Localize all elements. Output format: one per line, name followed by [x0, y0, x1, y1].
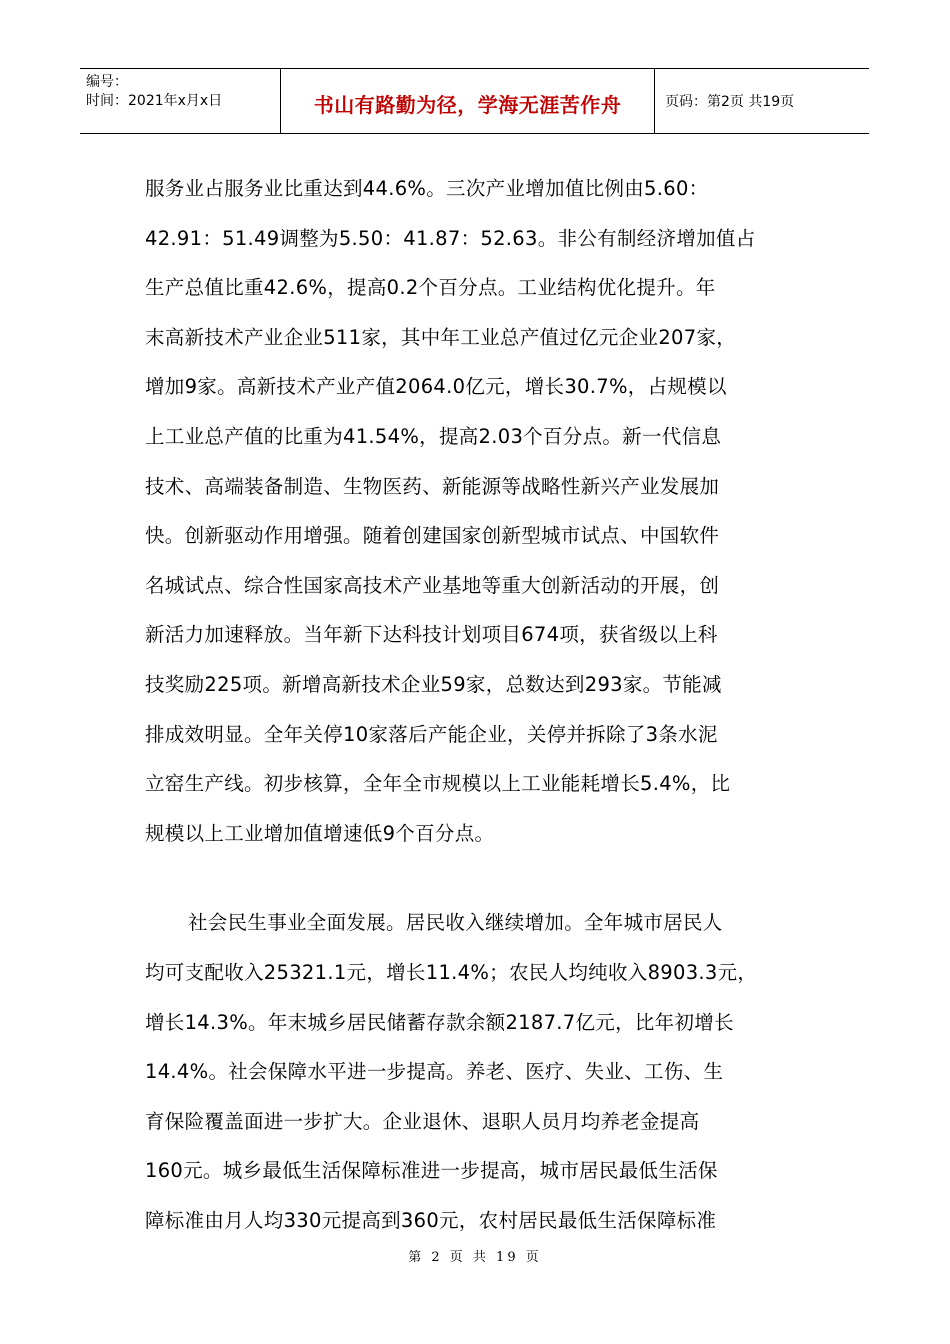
- document-header: [80, 68, 869, 134]
- header-meta: [80, 69, 281, 133]
- text-line: 末高新技术产业企业511家，其中年工业总产值过亿元企业207家，: [145, 325, 737, 349]
- text-line: 障标准由月人均330元提高到360元，农村居民最低生活保障标准: [145, 1208, 717, 1232]
- header-motto-cell: [281, 69, 655, 133]
- document-body: [145, 164, 810, 1245]
- text-line: 规模以上工业增加值增速低9个百分点。: [145, 821, 495, 845]
- text-line: 均可支配收入25321.1元，增长11.4%；农民人均纯收入8903.3元，: [145, 960, 758, 984]
- page-footer: [0, 1246, 950, 1265]
- text-line: 排成效明显。全年关停10家落后产能企业，关停并拆除了3条水泥: [145, 722, 718, 746]
- text-line: 技术、高端装备制造、生物医药、新能源等战略性新兴产业发展加: [145, 474, 720, 498]
- document-date: 时间：2021年x月x日: [86, 93, 223, 109]
- header-page-info-cell: [655, 69, 869, 133]
- text-line: 名城试点、综合性国家高技术产业基地等重大创新活动的开展，创: [145, 573, 720, 597]
- text-line: 新活力加速释放。当年新下达科技计划项目674项，获省级以上科: [145, 623, 718, 647]
- text-line: 立窑生产线。初步核算，全年全市规模以上工业能耗增长5.4%，比: [145, 772, 731, 796]
- header-page-info: 页码：第2页 共19页: [665, 94, 795, 110]
- text-line: 育保险覆盖面进一步扩大。企业退休、退职人员月均养老金提高: [145, 1109, 700, 1133]
- footer-page-number: 第 2 页 共 19 页: [408, 1250, 542, 1265]
- text-line: 生产总值比重42.6%，提高0.2个百分点。工业结构优化提升。年: [145, 276, 716, 300]
- text-line: 14.4%。社会保障水平进一步提高。养老、医疗、失业、工伤、生: [145, 1060, 724, 1084]
- paragraph-spacer: [145, 858, 810, 898]
- text-line: 社会民生事业全面发展。居民收入继续增加。全年城市居民人: [188, 911, 723, 935]
- paragraph-livelihood: [145, 898, 810, 1245]
- text-line: 增长14.3%。年末城乡居民储蓄存款余额2187.7亿元，比年初增长: [145, 1010, 734, 1034]
- text-line: 增加9家。高新技术产业产值2064.0亿元，增长30.7%，占规模以: [145, 375, 727, 399]
- text-line: 技奖励225项。新增高新技术企业59家，总数达到293家。节能减: [145, 672, 722, 696]
- paragraph-industry: [145, 164, 810, 858]
- text-line: 快。创新驱动作用增强。随着创建国家创新型城市试点、中国软件: [145, 524, 720, 548]
- header-motto: 书山有路勤为径，学海无涯苦作舟: [313, 92, 622, 117]
- text-line: 上工业总产值的比重为41.54%，提高2.03个百分点。新一代信息: [145, 424, 722, 448]
- text-line: 42.91：51.49调整为5.50：41.87：52.63。非公有制经济增加值占: [145, 226, 756, 250]
- text-line: 160元。城乡最低生活保障标准进一步提高，城市居民最低生活保: [145, 1159, 718, 1183]
- text-line: 服务业占服务业比重达到44.6%。三次产业增加值比例由5.60：: [145, 177, 709, 200]
- document-number-label: 编号：: [86, 74, 128, 90]
